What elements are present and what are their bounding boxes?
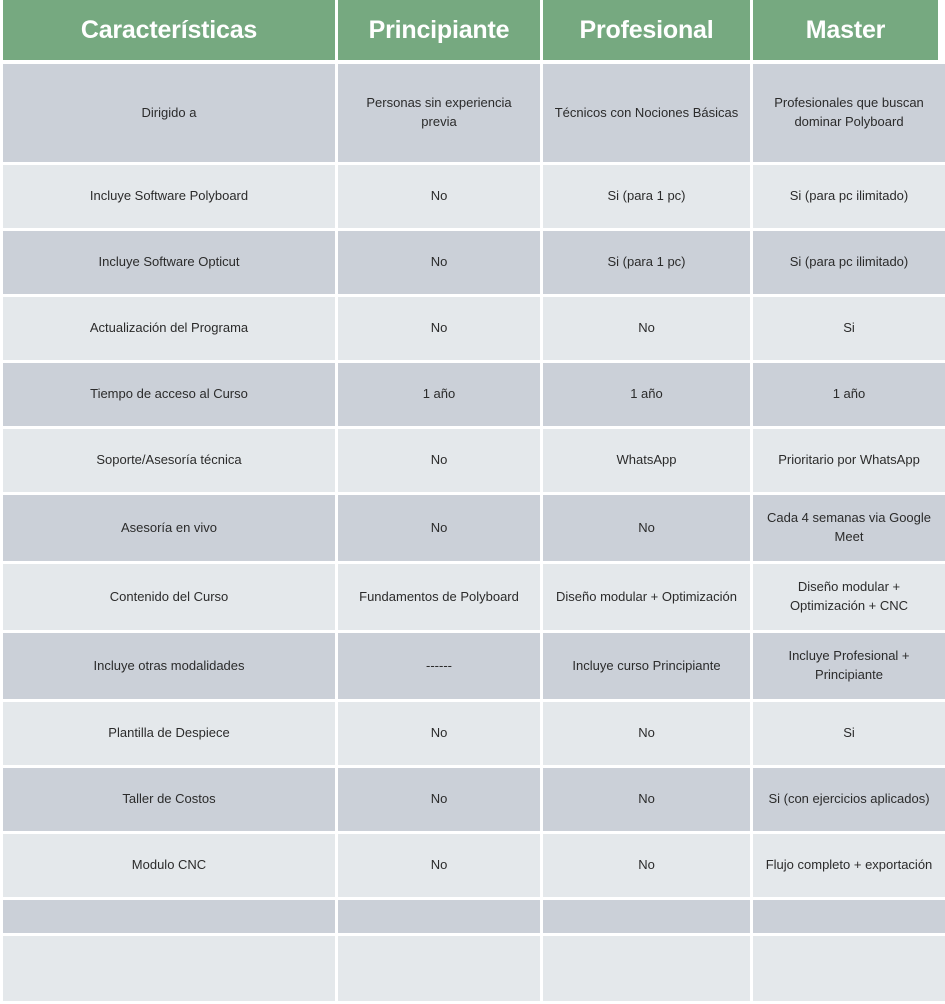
cell-principiante <box>338 564 543 633</box>
cell-text: No <box>430 320 448 336</box>
table-row <box>0 564 945 633</box>
column-header-features: Características <box>0 0 338 64</box>
cell-text: Si <box>843 725 855 741</box>
cell-principiante <box>338 165 543 231</box>
cell-principiante <box>338 363 543 429</box>
cell-feature <box>0 64 338 165</box>
cell-feature <box>0 702 338 768</box>
cell-text: 1 año <box>630 386 663 402</box>
cell-master <box>753 900 945 936</box>
column-header-principiante: Principiante <box>338 0 543 64</box>
cell-profesional <box>543 936 753 1004</box>
column-header-master: Master <box>753 0 945 64</box>
cell-text: No <box>430 519 448 535</box>
cell-principiante <box>338 297 543 363</box>
table-row <box>0 495 945 564</box>
cell-master <box>753 297 945 363</box>
cell-text: Personas sin experiencia previa <box>366 95 512 129</box>
cell-master <box>753 768 945 834</box>
cell-text: Si (para 1 pc) <box>607 254 686 270</box>
cell-text: Incluye otras modalidades <box>93 657 245 673</box>
cell-master <box>753 564 945 633</box>
cell-master <box>753 363 945 429</box>
cell-feature <box>0 231 338 297</box>
cell-principiante <box>338 633 543 702</box>
cell-text: Incluye Software Polyboard <box>89 188 249 204</box>
cell-text: Cada 4 semanas via Google Meet <box>766 510 932 544</box>
cell-text: Si <box>843 320 855 336</box>
cell-text: Diseño modular + Optimización + CNC <box>789 579 909 613</box>
cell-profesional <box>543 165 753 231</box>
cell-feature <box>0 165 338 231</box>
cell-principiante <box>338 834 543 900</box>
cell-text: No <box>430 452 448 468</box>
cell-principiante <box>338 64 543 165</box>
cell-text: No <box>430 857 448 873</box>
cell-profesional <box>543 297 753 363</box>
cell-profesional <box>543 495 753 564</box>
table-row <box>0 900 945 936</box>
cell-text: Dirigido a <box>141 104 197 120</box>
cell-master <box>753 495 945 564</box>
cell-feature <box>0 297 338 363</box>
table-row <box>0 834 945 900</box>
cell-master <box>753 834 945 900</box>
cell-text: 1 año <box>832 386 866 402</box>
cell-profesional <box>543 834 753 900</box>
cell-text: Modulo CNC <box>131 857 207 873</box>
cell-feature <box>0 834 338 900</box>
cell-master <box>753 165 945 231</box>
cell-feature <box>0 363 338 429</box>
table-row <box>0 702 945 768</box>
cell-principiante <box>338 900 543 936</box>
cell-text: WhatsApp <box>616 452 677 468</box>
cell-master <box>753 429 945 495</box>
cell-text: No <box>638 725 655 741</box>
cell-feature <box>0 633 338 702</box>
table-row <box>0 768 945 834</box>
cell-text: Si (para pc ilimitado) <box>789 254 909 270</box>
cell-text: 1 año <box>422 386 456 402</box>
cell-master <box>753 633 945 702</box>
cell-text: Asesoría en vivo <box>120 519 218 535</box>
cell-text: Tiempo de acceso al Curso <box>90 386 248 402</box>
table-row <box>0 231 945 297</box>
cell-text: Plantilla de Despiece <box>108 725 230 741</box>
cell-profesional <box>543 564 753 633</box>
table-header-row <box>0 0 945 64</box>
cell-text: No <box>638 791 655 807</box>
cell-text: Incluye curso Principiante <box>572 657 721 673</box>
table-body <box>0 64 945 1004</box>
cell-profesional <box>543 702 753 768</box>
cell-text: Técnicos con Nociones Básicas <box>554 104 739 120</box>
cell-feature <box>0 900 338 936</box>
cell-principiante <box>338 429 543 495</box>
cell-master <box>753 936 945 1004</box>
cell-text: No <box>638 857 655 873</box>
cell-text: Si (para pc ilimitado) <box>789 188 909 204</box>
cell-text: Actualización del Programa <box>89 320 249 336</box>
cell-profesional <box>543 64 753 165</box>
cell-principiante <box>338 936 543 1004</box>
cell-master <box>753 702 945 768</box>
cell-text: Incluye Software Opticut <box>98 254 240 270</box>
table-row <box>0 936 945 1004</box>
table-row <box>0 363 945 429</box>
cell-text: No <box>430 254 448 270</box>
cell-feature <box>0 936 338 1004</box>
cell-text: Incluye Profesional + Principiante <box>788 648 910 682</box>
table-row <box>0 64 945 165</box>
cell-text: Soporte/Asesoría técnica <box>96 452 242 468</box>
cell-text: No <box>430 188 448 204</box>
cell-principiante <box>338 231 543 297</box>
cell-master <box>753 64 945 165</box>
cell-profesional <box>543 231 753 297</box>
table-row <box>0 297 945 363</box>
cell-text: Fundamentos de Polyboard <box>359 588 519 604</box>
cell-text: No <box>430 725 448 741</box>
cell-principiante <box>338 495 543 564</box>
cell-text: Taller de Costos <box>122 791 216 807</box>
cell-text: Profesionales que buscan dominar Polyboard <box>774 95 924 129</box>
cell-principiante <box>338 702 543 768</box>
cell-text: No <box>638 519 655 535</box>
table-row <box>0 165 945 231</box>
cell-text: No <box>430 791 448 807</box>
cell-text: Flujo completo + exportación <box>765 857 933 873</box>
table-header <box>0 0 945 64</box>
cell-principiante <box>338 768 543 834</box>
cell-profesional <box>543 768 753 834</box>
cell-master <box>753 231 945 297</box>
cell-profesional <box>543 900 753 936</box>
cell-text: Si (para 1 pc) <box>607 188 686 204</box>
cell-text: Diseño modular + Optimización <box>556 588 737 604</box>
cell-profesional <box>543 363 753 429</box>
cell-text: Contenido del Curso <box>109 588 229 604</box>
cell-text: Prioritario por WhatsApp <box>778 452 920 468</box>
column-header-profesional: Profesional <box>543 0 753 64</box>
cell-text: Si (con ejercicios aplicados) <box>768 791 930 807</box>
cell-text: No <box>638 320 655 336</box>
table-row <box>0 633 945 702</box>
cell-feature <box>0 429 338 495</box>
cell-profesional <box>543 429 753 495</box>
cell-profesional <box>543 633 753 702</box>
cell-feature <box>0 768 338 834</box>
cell-text: ------ <box>426 657 452 673</box>
cell-feature <box>0 495 338 564</box>
cell-feature <box>0 564 338 633</box>
table-row <box>0 429 945 495</box>
